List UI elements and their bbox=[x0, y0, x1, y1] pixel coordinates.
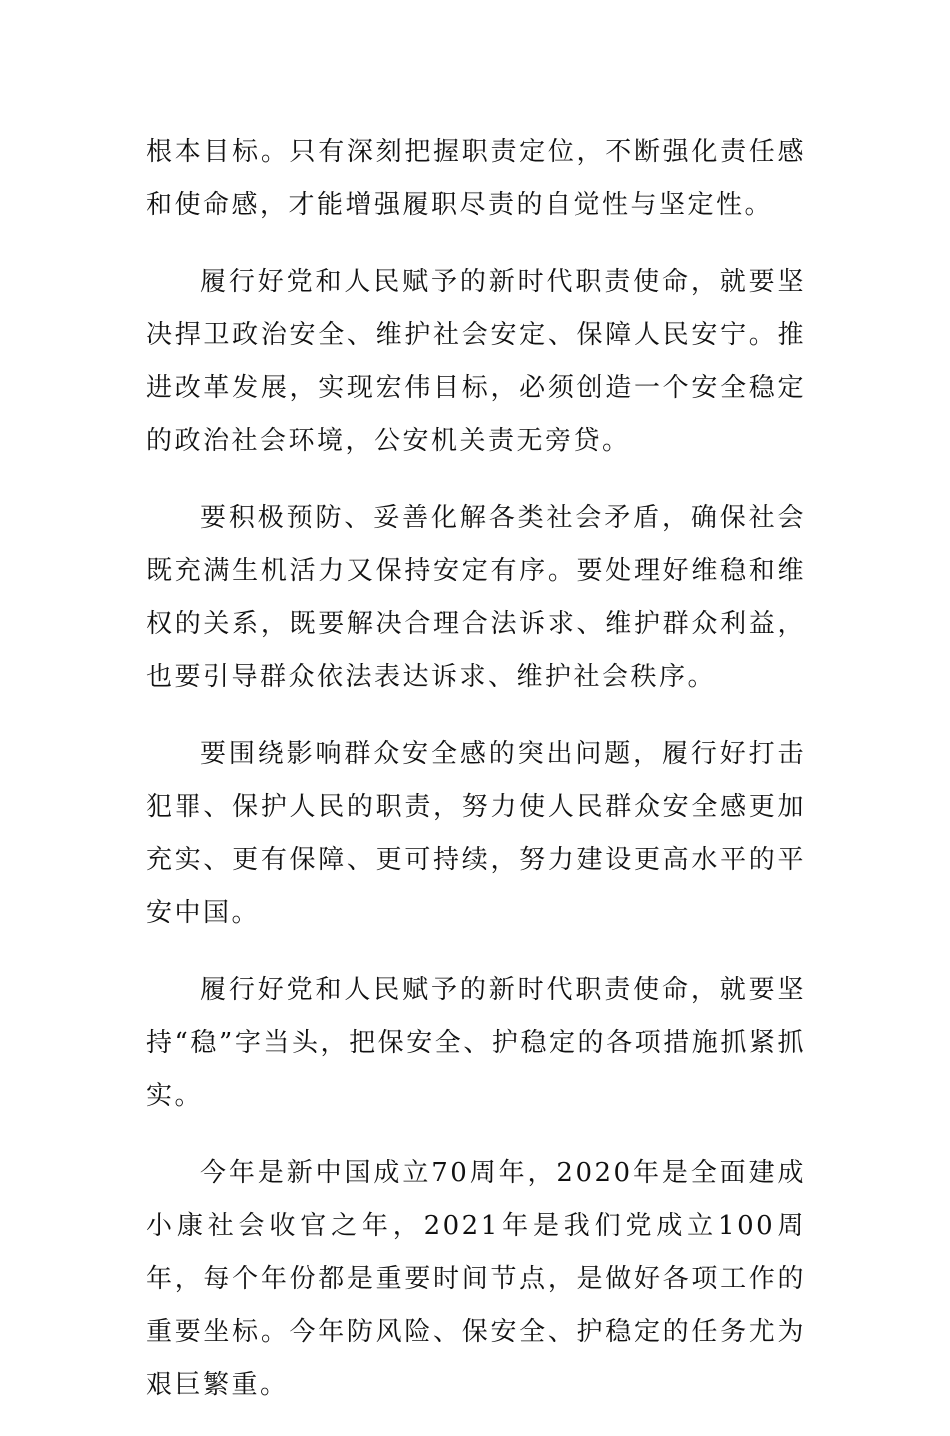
paragraph-6: 今年是新中国成立70周年，2020年是全面建成小康社会收官之年，2021年是我们党成立100周年，每个年份都是重要时间节点，是做好各项工作的重要坐标。今年防风险、保安全、护稳定的任务尤为艰巨繁重。 bbox=[146, 1158, 806, 1400]
paragraph-5: 履行好党和人民赋予的新时代职责使命，就要坚持“稳”字当头，把保安全、护稳定的各项措施抓紧抓实。 bbox=[146, 975, 806, 1111]
paragraph-4: 要围绕影响群众安全感的突出问题，履行好打击犯罪、保护人民的职责，努力使人民群众安全感更加充实、更有保障、更可持续，努力建设更高水平的平安中国。 bbox=[146, 739, 806, 928]
paragraph-3: 要积极预防、妥善化解各类社会矛盾，确保社会既充满生机活力又保持安定有序。要处理好维稳和维权的关系，既要解决合理合法诉求、维护群众利益，也要引导群众依法表达诉求、维护社会秩序。 bbox=[146, 503, 806, 692]
document-body bbox=[146, 126, 806, 1436]
paragraph-1: 根本目标。只有深刻把握职责定位，不断强化责任感和使命感，才能增强履职尽责的自觉性与坚定性。 bbox=[146, 137, 806, 220]
paragraph-2: 履行好党和人民赋予的新时代职责使命，就要坚决捍卫政治安全、维护社会安定、保障人民安宁。推进改革发展，实现宏伟目标，必须创造一个安全稳定的政治社会环境，公安机关责无旁贷。 bbox=[146, 267, 806, 456]
